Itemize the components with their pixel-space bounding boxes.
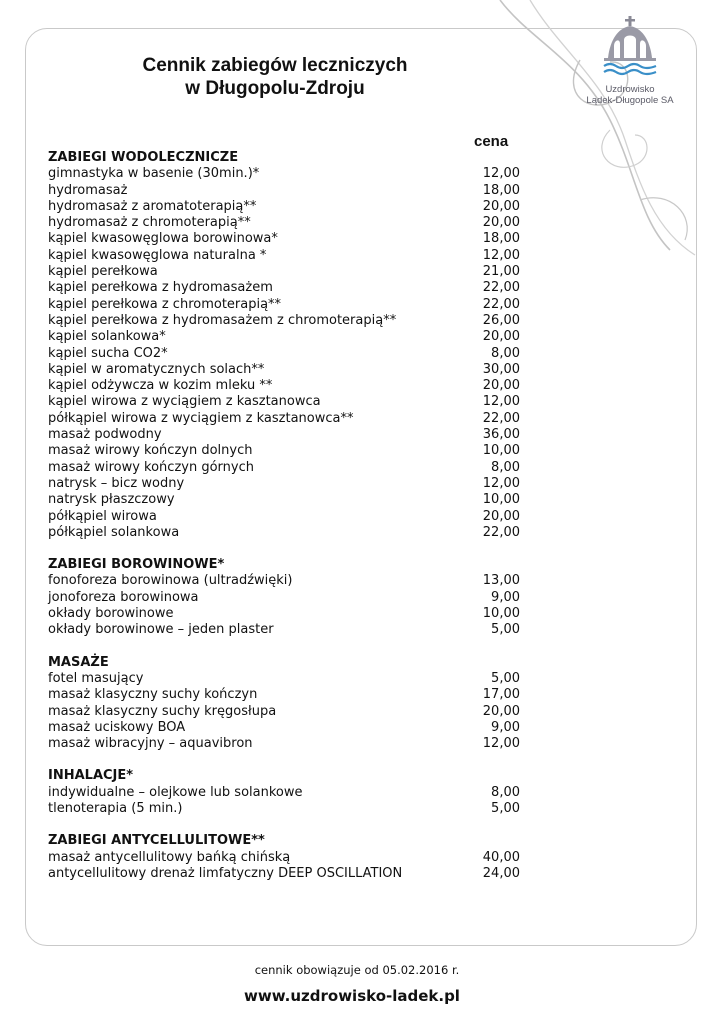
item-price: 22,00 (482, 524, 520, 540)
list-item (48, 606, 520, 622)
item-name: kąpiel w aromatycznych solach** (48, 361, 265, 377)
section (48, 833, 520, 882)
item-price: 12,00 (482, 166, 520, 182)
item-price: 9,00 (491, 719, 520, 735)
section-title: ZABIEGI WODOLECZNICZE (48, 150, 239, 165)
list-item (48, 346, 520, 362)
list-item (48, 687, 520, 703)
list-item (48, 329, 520, 345)
item-price: 5,00 (491, 800, 520, 816)
section-title: INHALACJE* (48, 768, 134, 784)
list-item (48, 443, 520, 459)
list-item (48, 362, 520, 378)
item-price: 18,00 (482, 231, 520, 247)
section (48, 768, 520, 817)
list-item (48, 704, 520, 720)
list-item (48, 492, 520, 508)
item-name: kąpiel perełkowa z chromoterapią** (48, 296, 282, 312)
item-price: 5,00 (491, 622, 520, 638)
section-title: MASAŻE (48, 654, 109, 670)
list-item (48, 801, 520, 817)
item-name: natrysk płaszczowy (48, 492, 175, 508)
item-price: 8,00 (491, 784, 520, 800)
item-price: 36,00 (482, 427, 520, 443)
item-price: 8,00 (491, 345, 520, 361)
item-name: masaż wirowy kończyn górnych (48, 459, 254, 475)
item-price: 10,00 (482, 492, 520, 508)
list-item (48, 720, 520, 736)
list-item (48, 215, 520, 231)
item-name: kąpiel perełkowa (48, 264, 158, 280)
list-item (48, 427, 520, 443)
item-name: jonoforeza borowinowa (48, 589, 199, 605)
list-item (48, 264, 520, 280)
item-name: antycellulitowy drenaż limfatyczny DEEP OSCILLATION (48, 865, 403, 881)
list-item (48, 411, 520, 427)
list-item (48, 671, 520, 687)
list-item (48, 850, 520, 866)
item-name: fonoforeza borowinowa (ultradźwięki) (48, 573, 293, 589)
logo-line-2: Lądek-Długopole SA (586, 95, 674, 106)
item-name: masaż klasyczny suchy kończyn (48, 687, 258, 703)
item-price: 10,00 (482, 606, 520, 622)
list-item (48, 183, 520, 199)
website-link[interactable]: www.uzdrowisko-ladek.pl (244, 987, 460, 1005)
section-title: ZABIEGI BOROWINOWE* (48, 557, 225, 573)
item-price: 22,00 (482, 410, 520, 426)
item-price: 20,00 (482, 329, 520, 345)
section (48, 655, 520, 753)
item-price: 17,00 (482, 687, 520, 703)
list-item (48, 378, 520, 394)
list-item (48, 785, 520, 801)
spa-dome-logo-icon (598, 14, 662, 80)
item-name: okłady borowinowe (48, 606, 174, 622)
item-name: masaż podwodny (48, 427, 162, 443)
item-name: półkąpiel wirowa (48, 508, 157, 524)
section-title: ZABIEGI ANTYCELLULITOWE** (48, 833, 265, 849)
item-name: masaż uciskowy BOA (48, 719, 186, 735)
section (48, 557, 520, 638)
item-name: gimnastyka w basenie (30min.)* (48, 166, 260, 182)
item-price: 24,00 (482, 865, 520, 881)
list-item (48, 509, 520, 525)
item-name: kąpiel perełkowa z hydromasażem (48, 280, 273, 296)
list-item (48, 297, 520, 313)
list-item (48, 460, 520, 476)
item-name: masaż wibracyjny – aquavibron (48, 736, 253, 752)
item-price: 5,00 (491, 670, 520, 686)
item-price: 21,00 (482, 264, 520, 280)
item-price: 40,00 (482, 849, 520, 865)
item-name: kąpiel odżywcza w kozim mleku ** (48, 378, 273, 394)
list-item (48, 231, 520, 247)
price-column-header: cena (474, 133, 509, 150)
item-name: kąpiel wirowa z wyciągiem z kasztanowca (48, 394, 321, 410)
item-price: 20,00 (482, 508, 520, 524)
section (48, 150, 520, 541)
item-name: kąpiel kwasowęglowa borowinowa* (48, 231, 278, 247)
item-price: 22,00 (482, 280, 520, 296)
item-name: indywidualne – olejkowe lub solankowe (48, 784, 303, 800)
price-list (48, 150, 520, 898)
item-name: tlenoterapia (5 min.) (48, 800, 183, 816)
item-price: 26,00 (482, 312, 520, 328)
item-price: 10,00 (482, 443, 520, 459)
list-item (48, 866, 520, 882)
item-name: masaż klasyczny suchy kręgosłupa (48, 703, 277, 719)
title-line-2: w Długopolu-Zdroju (185, 78, 365, 99)
item-price: 9,00 (491, 589, 520, 605)
item-name: kąpiel solankowa* (48, 329, 166, 345)
item-price: 12,00 (482, 247, 520, 263)
item-name: okłady borowinowe – jeden plaster (48, 622, 274, 638)
item-name: kąpiel sucha CO2* (48, 345, 168, 361)
list-item (48, 736, 520, 752)
list-item (48, 590, 520, 606)
item-price: 12,00 (482, 475, 520, 491)
item-price: 20,00 (482, 703, 520, 719)
item-name: hydromasaż (48, 182, 128, 198)
page-title (110, 54, 440, 100)
item-price: 13,00 (482, 573, 520, 589)
item-price: 30,00 (482, 361, 520, 377)
list-item (48, 476, 520, 492)
item-name: półkąpiel solankowa (48, 524, 180, 540)
item-price: 22,00 (482, 296, 520, 312)
list-item (48, 313, 520, 329)
title-line-1: Cennik zabiegów leczniczych (142, 55, 408, 76)
list-item (48, 394, 520, 410)
list-item (48, 280, 520, 296)
item-name: półkąpiel wirowa z wyciągiem z kasztanowca** (48, 410, 354, 426)
logo-line-1: Uzdrowisko (605, 84, 655, 95)
item-name: kąpiel perełkowa z hydromasażem z chromoterapią** (48, 312, 397, 328)
list-item (48, 622, 520, 638)
list-item (48, 248, 520, 264)
item-price: 20,00 (482, 198, 520, 214)
item-price: 12,00 (482, 736, 520, 752)
list-item (48, 199, 520, 215)
list-item (48, 573, 520, 589)
list-item (48, 525, 520, 541)
list-item (48, 166, 520, 182)
item-name: masaż antycellulitowy bańką chińską (48, 849, 291, 865)
item-price: 20,00 (482, 378, 520, 394)
company-logo (585, 14, 675, 114)
item-price: 20,00 (482, 215, 520, 231)
item-name: fotel masujący (48, 670, 144, 686)
item-price: 12,00 (482, 394, 520, 410)
item-name: hydromasaż z chromoterapią** (48, 215, 251, 231)
item-name: natrysk – bicz wodny (48, 475, 185, 491)
item-name: hydromasaż z aromatoterapią** (48, 198, 257, 214)
item-name: masaż wirowy kończyn dolnych (48, 443, 253, 459)
validity-note: cennik obowiązuje od 05.02.2016 r. (254, 963, 460, 977)
item-name: kąpiel kwasowęglowa naturalna * (48, 247, 267, 263)
item-price: 18,00 (482, 182, 520, 198)
item-price: 8,00 (491, 459, 520, 475)
